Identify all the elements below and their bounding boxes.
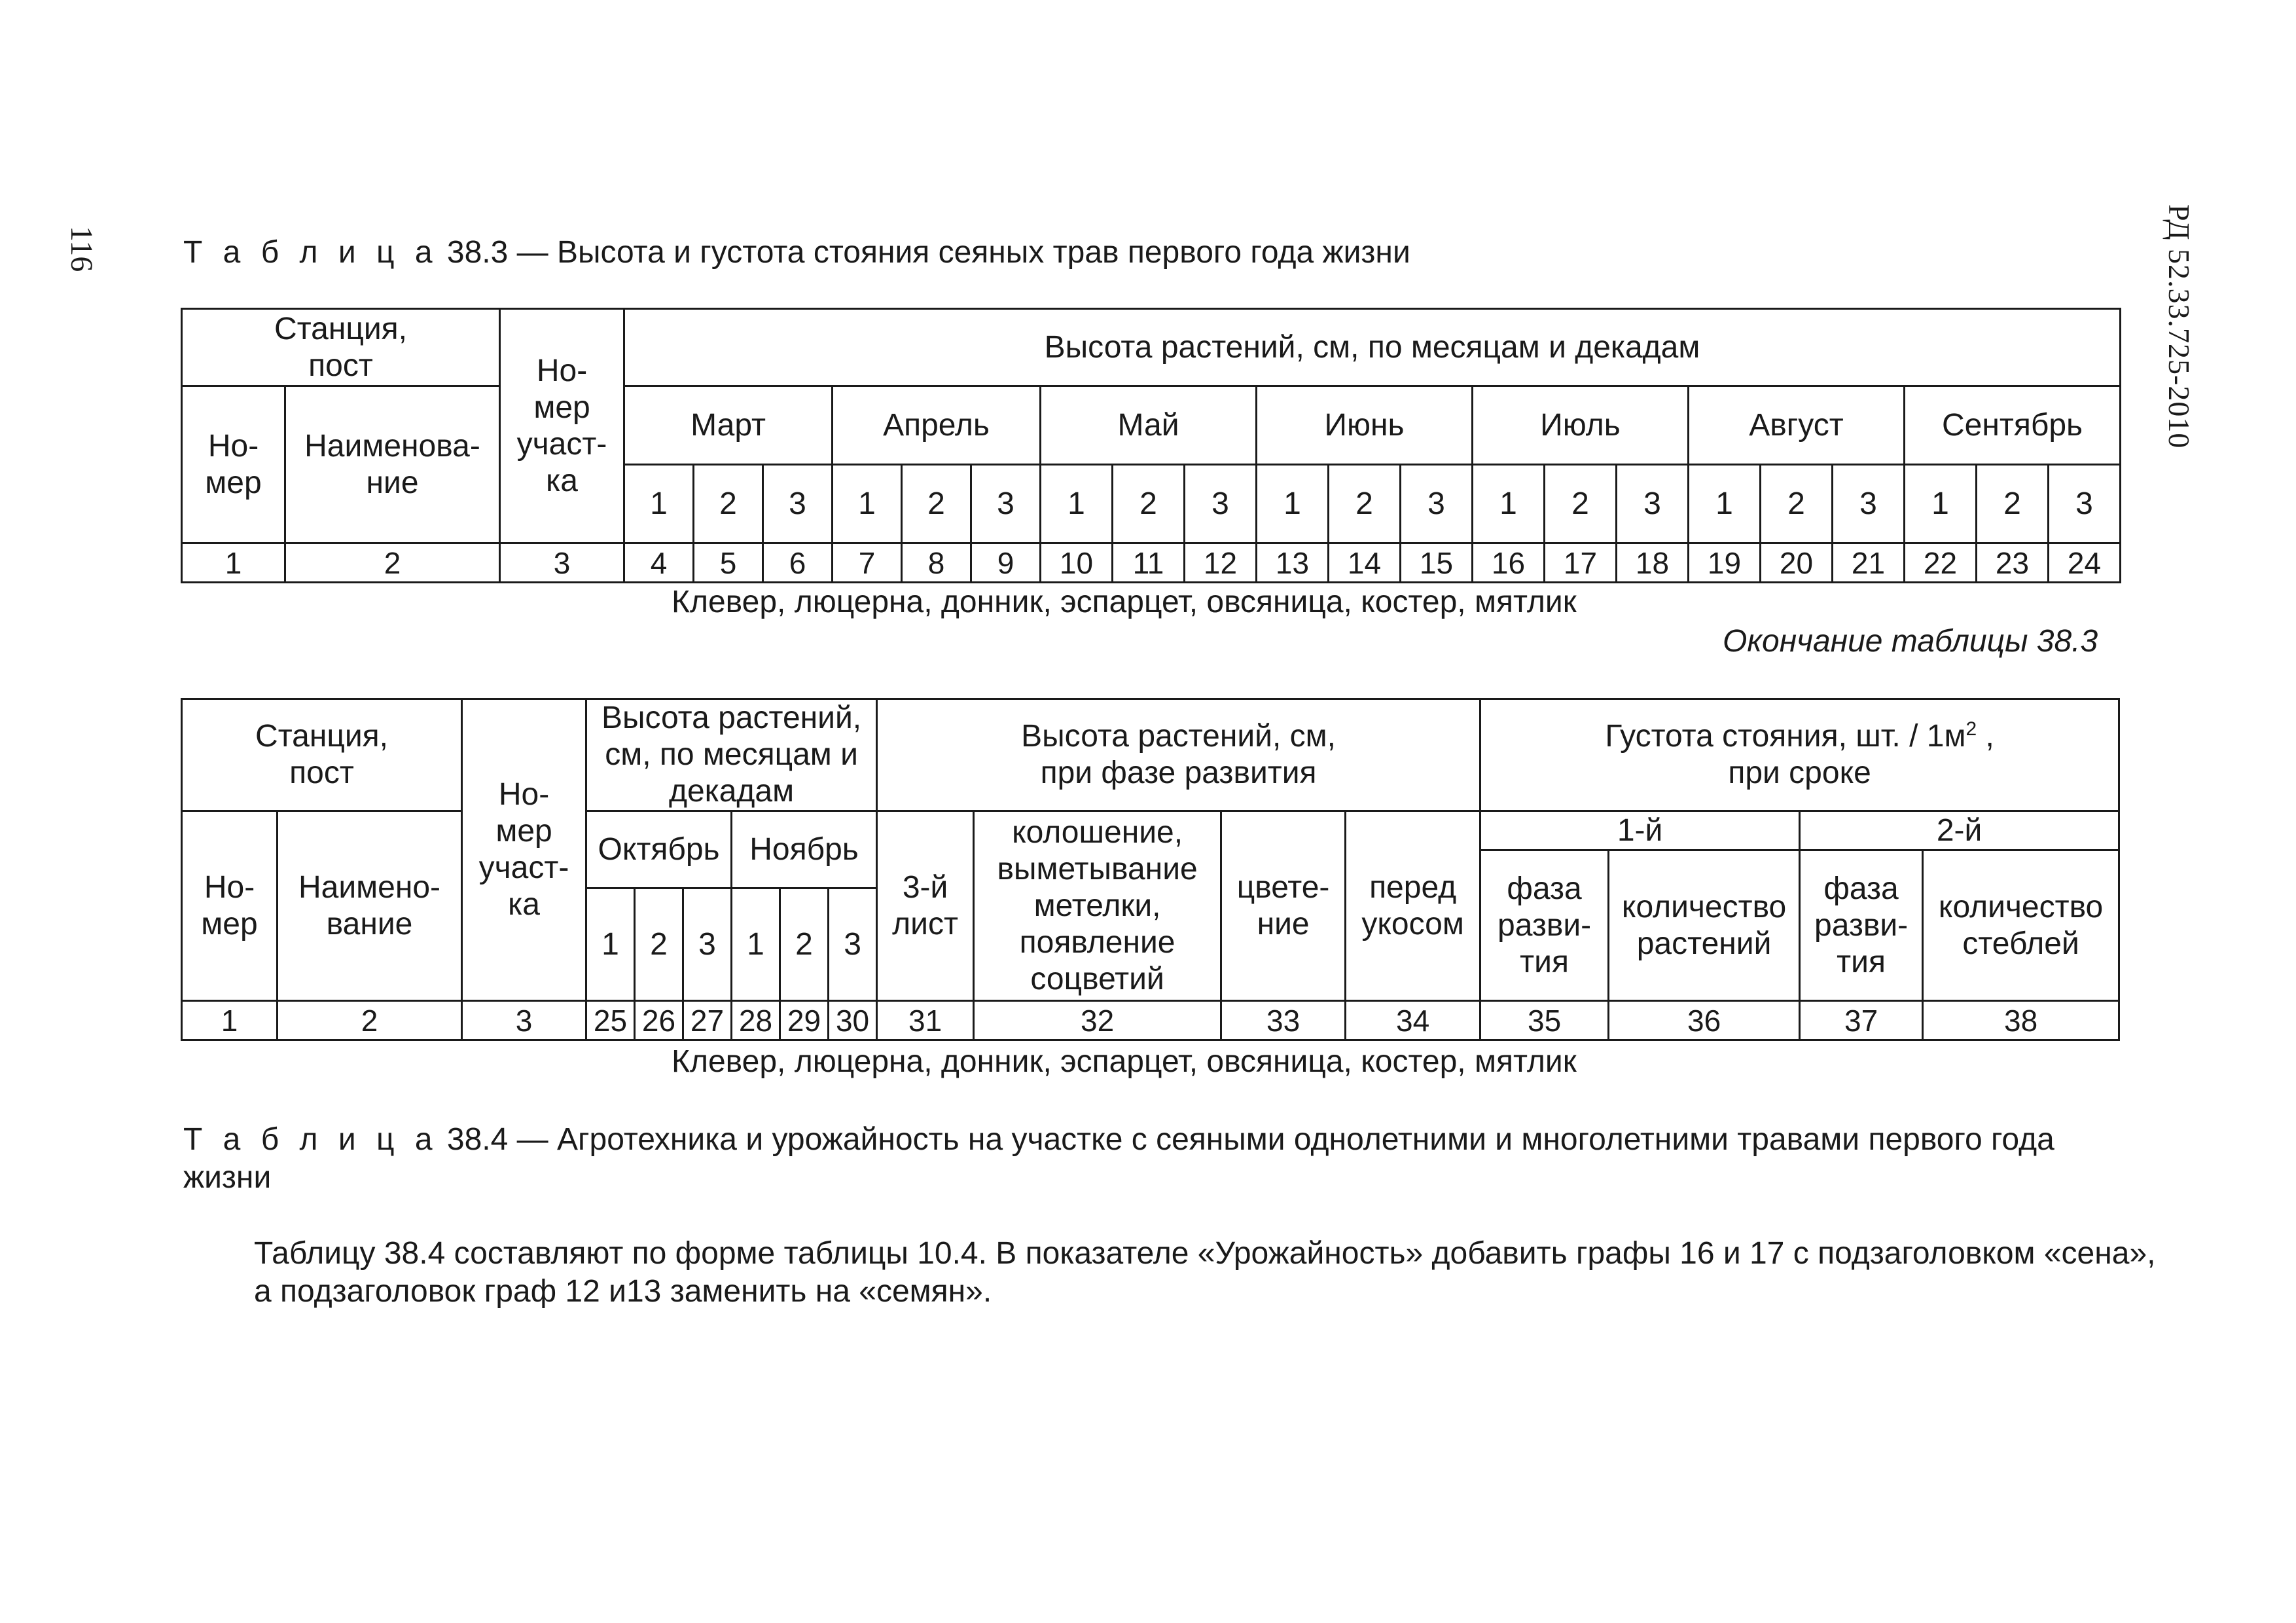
column-number: 34 <box>1346 1001 1480 1040</box>
column-number: 19 <box>1689 543 1761 583</box>
table-38-4-instructions: Таблицу 38.4 составляют по форме таблицы 10.4. В показателе «Урожайность» добавить графы 16 и 17 с подзаголовком «сена», а подзаголовок граф 12 и13 заменить на «семян». <box>254 1236 2156 1309</box>
column-number: 5 <box>694 543 763 583</box>
caption-text: 38.4 — Агротехника и урожайность на участке с сеяными однолетними и многолетними травами первого года жизни <box>183 1122 2054 1195</box>
caption-text: 38.3 — Высота и густота стояния сеяных трав первого года жизни <box>446 235 1410 270</box>
decade-cell: 1 <box>624 465 694 543</box>
table-38-3-continued <box>181 698 2120 1041</box>
table-continued-label: Окончание таблицы 38.3 <box>1723 624 2098 659</box>
month-may: Май <box>1041 386 1257 465</box>
header-name: Наименова-ние <box>285 386 500 543</box>
decade-cell: 1 <box>1905 465 1977 543</box>
header-plot-number: Но-мер участ-ка <box>462 699 586 1001</box>
column-number: 1 <box>182 1001 278 1040</box>
document-code: РД 52.33.725-2010 <box>2162 204 2196 449</box>
table-continued-crops-subtitle: Клевер, люцерна, донник, эспарцет, овсяница, костер, мятлик <box>672 1044 1577 1079</box>
header-station: Станция, пост <box>182 309 500 386</box>
term2-stem-count: количество стеблей <box>1923 850 2119 1001</box>
decade-cell: 3 <box>1185 465 1257 543</box>
column-number: 26 <box>635 1001 683 1040</box>
month-september: Сентябрь <box>1905 386 2121 465</box>
table-38-3-crops-subtitle: Клевер, люцерна, донник, эспарцет, овсяница, костер, мятлик <box>672 585 1577 619</box>
column-number: 31 <box>877 1001 974 1040</box>
column-number: 14 <box>1329 543 1401 583</box>
term-second: 2-й <box>1800 811 2119 850</box>
column-number: 1 <box>182 543 285 583</box>
column-number: 22 <box>1905 543 1977 583</box>
column-number: 29 <box>780 1001 829 1040</box>
decade-cell: 2 <box>1977 465 2049 543</box>
decade-cell: 1 <box>1689 465 1761 543</box>
header-name: Наимено-вание <box>278 811 462 1001</box>
term1-phase: фаза разви-тия <box>1480 850 1609 1001</box>
month-october: Октябрь <box>586 811 732 888</box>
column-number: 7 <box>833 543 902 583</box>
decade-cell: 1 <box>1041 465 1113 543</box>
decade-cell: 3 <box>1617 465 1689 543</box>
column-number: 20 <box>1761 543 1833 583</box>
phase-third-leaf: 3-й лист <box>877 811 974 1001</box>
phase-heading: колошение, выметывание метелки, появление соцветий <box>974 811 1221 1001</box>
column-number: 24 <box>2049 543 2121 583</box>
caption-prefix: Т а б л и ц а <box>183 1122 439 1157</box>
month-april: Апрель <box>833 386 1041 465</box>
header-plot-number: Но-мер участ-ка <box>500 309 624 543</box>
density-superscript: 2 <box>1965 718 1977 740</box>
column-number: 35 <box>1480 1001 1609 1040</box>
header-density <box>1480 699 2119 811</box>
phase-before-mowing: перед укосом <box>1346 811 1480 1001</box>
month-june: Июнь <box>1257 386 1473 465</box>
decade-cell: 3 <box>2049 465 2121 543</box>
decade-cell: 3 <box>683 888 732 1001</box>
decade-cell: 2 <box>635 888 683 1001</box>
decade-cell: 3 <box>1833 465 1905 543</box>
decade-cell: 2 <box>694 465 763 543</box>
decade-cell: 1 <box>586 888 635 1001</box>
decade-cell: 1 <box>1257 465 1329 543</box>
term-first: 1-й <box>1480 811 1800 850</box>
decade-cell: 1 <box>1473 465 1545 543</box>
decade-cell: 2 <box>902 465 971 543</box>
month-november: Ноябрь <box>732 811 877 888</box>
column-number: 17 <box>1545 543 1617 583</box>
decade-cell: 3 <box>971 465 1041 543</box>
column-number: 11 <box>1113 543 1185 583</box>
column-number: 25 <box>586 1001 635 1040</box>
column-number: 3 <box>500 543 624 583</box>
month-march: Март <box>624 386 833 465</box>
header-plant-height: Высота растений, см, по месяцам и декадам <box>624 309 2121 386</box>
column-number: 9 <box>971 543 1041 583</box>
column-number: 27 <box>683 1001 732 1040</box>
caption-prefix: Т а б л и ц а <box>183 235 439 270</box>
column-number: 4 <box>624 543 694 583</box>
column-number: 2 <box>278 1001 462 1040</box>
phase-flowering: цвете-ние <box>1221 811 1346 1001</box>
column-number: 10 <box>1041 543 1113 583</box>
decade-cell: 2 <box>1761 465 1833 543</box>
decade-cell: 2 <box>780 888 829 1001</box>
decade-cell: 2 <box>1329 465 1401 543</box>
column-number: 32 <box>974 1001 1221 1040</box>
column-number: 12 <box>1185 543 1257 583</box>
decade-cell: 2 <box>1113 465 1185 543</box>
term2-phase: фаза разви-тия <box>1800 850 1923 1001</box>
column-number: 33 <box>1221 1001 1346 1040</box>
decade-cell: 3 <box>763 465 833 543</box>
table-38-3-caption <box>183 234 1410 270</box>
decade-cell: 3 <box>1401 465 1473 543</box>
column-number: 28 <box>732 1001 780 1040</box>
month-july: Июль <box>1473 386 1689 465</box>
page-number: 116 <box>64 226 99 272</box>
column-number: 2 <box>285 543 500 583</box>
density-label-line2: при сроке <box>1728 756 1871 790</box>
column-number: 6 <box>763 543 833 583</box>
column-number: 18 <box>1617 543 1689 583</box>
table-38-4-caption <box>183 1121 2121 1197</box>
column-number: 37 <box>1800 1001 1923 1040</box>
column-number: 3 <box>462 1001 586 1040</box>
column-number: 38 <box>1923 1001 2119 1040</box>
header-number: Но-мер <box>182 811 278 1001</box>
month-august: Август <box>1689 386 1905 465</box>
column-number: 15 <box>1401 543 1473 583</box>
column-number: 13 <box>1257 543 1329 583</box>
term1-plant-count: количество растений <box>1609 850 1800 1001</box>
column-number: 36 <box>1609 1001 1800 1040</box>
decade-cell: 1 <box>732 888 780 1001</box>
header-height-by-phase: Высота растений, см, при фазе развития <box>877 699 1480 811</box>
column-number: 23 <box>1977 543 2049 583</box>
header-height-by-months: Высота растений, см, по месяцам и декадам <box>586 699 877 811</box>
column-number: 30 <box>829 1001 877 1040</box>
table-38-3 <box>181 308 2121 583</box>
density-label: Густота стояния, шт. / 1м <box>1605 719 1966 754</box>
column-number: 8 <box>902 543 971 583</box>
decade-cell: 2 <box>1545 465 1617 543</box>
density-label-tail: , <box>1977 719 1994 754</box>
column-number: 21 <box>1833 543 1905 583</box>
decade-cell: 3 <box>829 888 877 1001</box>
header-number: Но-мер <box>182 386 285 543</box>
decade-cell: 1 <box>833 465 902 543</box>
column-number: 16 <box>1473 543 1545 583</box>
header-station: Станция, пост <box>182 699 462 811</box>
